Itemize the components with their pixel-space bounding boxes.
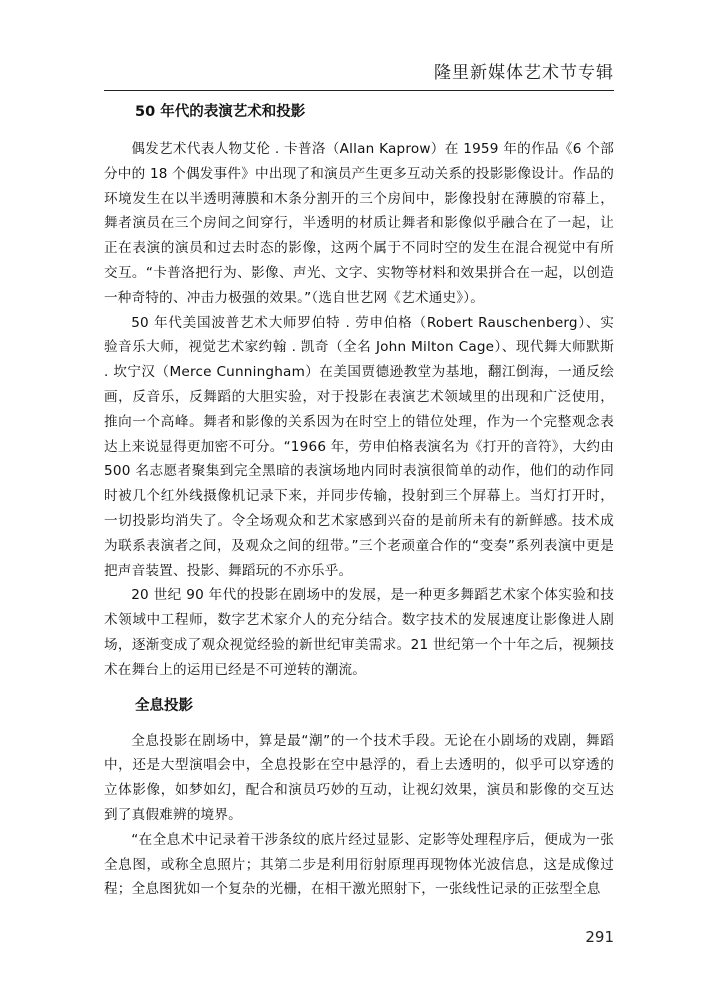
- paragraph-holography-intro: 全息投影在剧场中，算是最“潮”的一个技术手段。无论在小剧场的戏剧，舞蹈中，还是大型演唱会中，全息投影在空中悬浮的，看上去透明的，似乎可以穿透的立体影像，如梦如幻，配合和演员巧妙的互动，让视幻效果，演员和影像的交互达到了真假难辨的境界。: [104, 732, 614, 823]
- paragraph-rauschenberg: 50 年代美国波普艺术大师罗伯特 . 劳申伯格（Robert Rauschenberg）、实验音乐大师，视觉艺术家约翰 . 凯奇（全名 John Milton Cage）、现代舞大师默斯 . 坎宁汉（Merce Cunningham）在美国贾德逊教堂为基地，翻江倒海，一通反绘画，反音乐，反舞蹈的大胆实验，对于投影在表演艺术领域里的出现和广泛使用，推向一个高峰。舞者和影像的关系因为在时空上的错位处理，作为一个完整观念表达上来说显得更加密不可分。“1966 年，劳申伯格表演名为《打开的音符》，大约由 500 名志愿者聚集到完全黑暗的表演场地内同时表演很简单的动作，他们的动作同时被几个红外线摄像机记录下来，并同步传输，投射到三个屏幕上。当灯打开时，一切投影均消失了。令全场观众和艺术家感到兴奋的是前所未有的新鲜感。技术成为联系表演者之间，及观众之间的纽带。”三个老顽童合作的“变奏”系列表演中更是把声音装置、投影、舞蹈玩的不亦乐乎。: [104, 314, 614, 579]
- section-heading-performance-projection: 50 年代的表演艺术和投影: [135, 104, 306, 120]
- paragraph-1990s: 20 世纪 90 年代的投影在剧场中的发展，是一种更多舞蹈艺术家个体实验和技术领域中工程师，数字艺术家介人的充分结合。数字技术的发展速度让影像进人剧场，逐渐变成了观众视觉经验的新世纪审美需求。21 世纪第一个十年之后，视频技术在舞台上的运用已经是不可逆转的潮流。: [104, 587, 614, 678]
- page-number: 291: [585, 928, 614, 946]
- running-header: [104, 56, 614, 91]
- page-body: [104, 101, 614, 902]
- paragraph-kaprow: 偶发艺术代表人物艾伦 . 卡普洛（Allan Kaprow）在 1959 年的作品《6 个部分中的 18 个偶发事件》中出现了和演员产生更多互动关系的投影影像设计。作品的环境发生在以半透明薄膜和木条分割开的三个房间中，影像投射在薄膜的帘幕上，舞者演员在三个房间之间穿行，半透明的材质让舞者和影像似乎融合在了一起，让正在表演的演员和过去时态的影像，这两个属于不同时空的发生在混合视觉中有所交互。“卡普洛把行为、影像、声光、文字、实物等材料和效果拼合在一起，以创造一种奇特的、冲击力极强的效果。”（选自世艺网《艺术通史》）。: [104, 141, 614, 306]
- running-title: 隆里新媒体艺术节专辑: [434, 63, 614, 83]
- paragraph-holography-process: “在全息术中记录着干涉条纹的底片经过显影、定影等处理程序后，便成为一张全息图，或称全息照片；其第二步是利用衍射原理再现物体光波信息，这是成像过程；全息图犹如一个复杂的光栅，在相干激光照射下，一张线性记录的正弦型全息: [104, 831, 614, 898]
- section-heading-holographic-projection: 全息投影: [135, 697, 193, 714]
